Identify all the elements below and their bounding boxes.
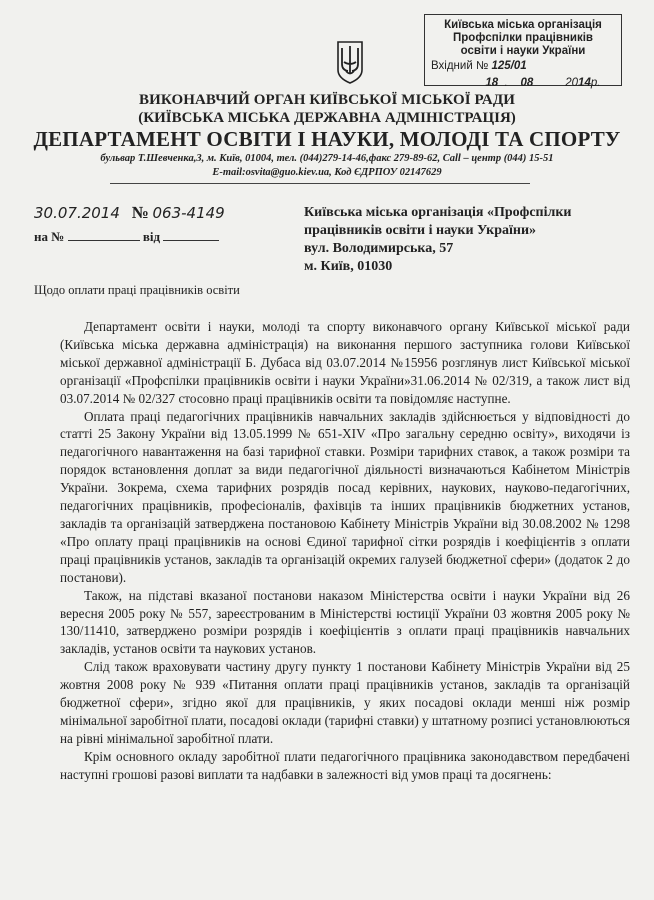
incoming-from-label: від bbox=[142, 229, 161, 244]
stamp-org-line3: освіти і науки України bbox=[460, 45, 586, 57]
letter-subject: Щодо оплати праці працівників освіти bbox=[34, 283, 240, 297]
paragraph-4: Слід також враховувати частину другу пункту 1 постанови Кабінету Міністрів України від 25 жовтня 2008 року № 939 «Питання оплати праці працівників установ, закладів та організацій бюджетної сфери», згідно якої для працівників, у яких посадові оклади менші ніж розмір мінімальної заробітної плати, посадові оклади (тарифні ставки) у штатному розписі установлюються на рівні мінімальної заробітної плати. bbox=[60, 659, 630, 746]
recipient-line2: працівників освіти і науки України» bbox=[304, 223, 537, 238]
stamp-reg-number: 125/01 bbox=[491, 60, 527, 72]
outgoing-number-label: № bbox=[131, 203, 149, 222]
stamp-date-month: 08 bbox=[520, 77, 534, 89]
incoming-reference bbox=[34, 228, 219, 245]
incoming-number-label: на № bbox=[34, 229, 65, 244]
stamp-org-line2: Профспілки працівників bbox=[453, 32, 593, 44]
header-department: ДЕПАРТАМЕНТ ОСВІТИ І НАУКИ, МОЛОДІ ТА СПОРТУ bbox=[33, 127, 621, 151]
recipient-line4: м. Київ, 01030 bbox=[304, 259, 393, 274]
recipient-line1: Київська міська організація «Профспілки bbox=[304, 205, 572, 220]
stamp-reg-label: Вхідний № bbox=[431, 60, 489, 72]
paragraph-2: Оплата праці педагогічних працівників навчальних закладів здійснюється у відповідності до статті 25 Закону України від 13.05.1999 № 651-XIV «Про загальну середню освіту», виходячи із педагогічного навантаження на базі тарифної ставки. Розміри тарифних ставок, а також розміри та порядок встановлення доплат за види педагогічної діяльності визначаються Кабінетом Міністрів України. Зокрема, схема тарифних розрядів посад керівних, наукових, науково-педагогічних, педагогічних працівників, професіоналів, фахівців та інших працівників бюджетних установ, закладів та організацій затверджена постановою Кабінету Міністрів України від 30.08.2002 № 1298 «Про оплату праці працівників на основі Єдиної тарифної сітки розрядів і коефіцієнтів з оплати праці працівників установ, закладів та організацій окремих галузей бюджетної сфери» (додаток 2 до постанови). bbox=[60, 408, 630, 585]
stamp-date-suffix: р. bbox=[590, 77, 601, 89]
trident-coat-of-arms-icon bbox=[336, 40, 364, 84]
incoming-number-blank bbox=[68, 228, 140, 241]
paragraph-5: Крім основного окладу заробітної плати педагогічного працівника законодавством передбачені наступні грошові разові виплати та надбавки в залежності від умов праці та досягнень: bbox=[60, 748, 630, 782]
outgoing-number: 063-4149 bbox=[152, 204, 225, 222]
outgoing-date: 30.07.2014 bbox=[34, 204, 120, 222]
stamp-date-day: 18 bbox=[485, 77, 499, 89]
letter-body bbox=[60, 318, 630, 784]
header-administration: (КИЇВСЬКА МІСЬКА ДЕРЖАВНА АДМІНІСТРАЦІЯ) bbox=[138, 110, 516, 126]
outgoing-reference bbox=[34, 203, 225, 223]
header-executive-body: ВИКОНАВЧИЙ ОРГАН КИЇВСЬКОЇ МІСЬКОЇ РАДИ bbox=[138, 92, 516, 108]
stamp-registration bbox=[431, 60, 615, 73]
paragraph-3: Також, на підставі вказаної постанови наказом Міністерства освіти і науки України від 26 вересня 2005 року № 557, зареєстрованим в Міністерстві юстиції України 03 жовтня 2005 року № 130/11410, затверджено розміри розрядів і коефіцієнтів з оплати праці працівників навчальних закладів, установ освіти та наукових установ. bbox=[60, 587, 630, 657]
header-address: бульвар Т.Шевченка,3, м. Київ, 01004, тел. (044)279-14-46,факс 279-89-62, Call – центр (044) 15-51 bbox=[100, 153, 554, 164]
header-divider bbox=[110, 183, 530, 184]
header-email-code: E-mail:osvita@guo.kiev.ua, Код ЄДРПОУ 02147629 bbox=[212, 167, 442, 178]
paragraph-1: Департамент освіти і науки, молоді та спорту виконавчого органу Київської міської ради (Київська міська державна адміністрація) на виконання першого заступника голови Київської міської державної адміністрації Б. Дубаса від 03.07.2014 №15956 розглянув лист Київської міської організації «Профспілки працівників освіти і науки України»31.06.2014 № 02/319, а також лист від 03.07.2014 № 02/327 стосовно праці працівників освіти та повідомляє наступне. bbox=[60, 319, 630, 406]
recipient-line3: вул. Володимирська, 57 bbox=[304, 241, 454, 256]
stamp-date: 18 . 08 2014р. bbox=[485, 77, 601, 89]
stamp-org-line1: Київська міська організація bbox=[444, 19, 602, 31]
incoming-date-blank bbox=[163, 228, 219, 241]
stamp-date-year: 14 bbox=[578, 77, 591, 89]
stamp-date-year-prefix: 20 bbox=[565, 77, 579, 89]
incoming-registration-stamp bbox=[424, 14, 622, 89]
recipient-block bbox=[304, 204, 634, 276]
